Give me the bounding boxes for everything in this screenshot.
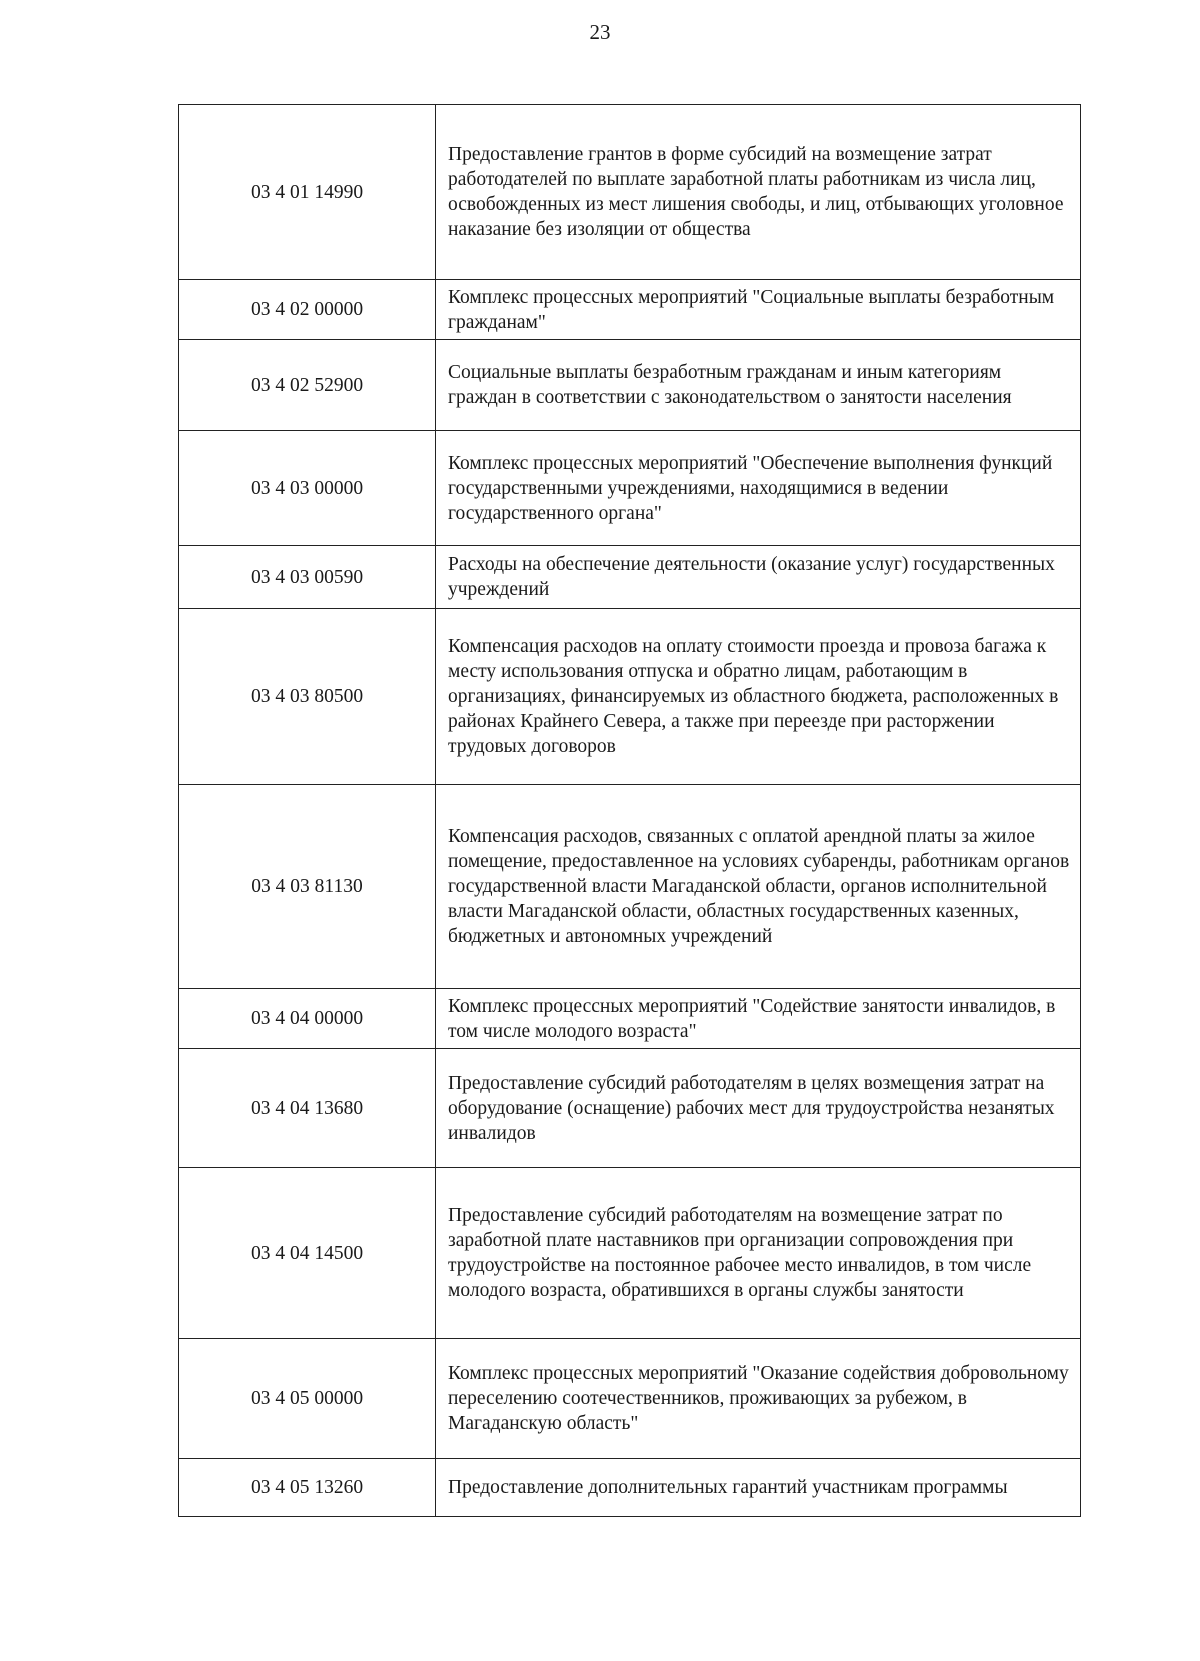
table-row xyxy=(179,1459,1081,1517)
table-row xyxy=(179,785,1081,989)
row-code: 03 4 05 13260 xyxy=(179,1459,436,1517)
row-description: Социальные выплаты безработным гражданам и иным категориям граждан в соответствии с законодательством о занятости населения xyxy=(436,340,1081,431)
row-description: Компенсация расходов, связанных с оплатой арендной платы за жилое помещение, предоставленное на условиях субаренды, работникам органов государственной власти Магаданской области, органов исполнительной власти Магаданской области, областных государственных казенных, бюджетных и автономных учреждений xyxy=(436,785,1081,989)
row-code: 03 4 03 80500 xyxy=(179,609,436,785)
row-description: Предоставление дополнительных гарантий участникам программы xyxy=(436,1459,1081,1517)
table-row xyxy=(179,989,1081,1049)
row-description: Комплекс процессных мероприятий "Оказание содействия добровольному переселению соотечественников, проживающих за рубежом, в Магаданскую область" xyxy=(436,1339,1081,1459)
table-row xyxy=(179,546,1081,609)
row-code: 03 4 03 00000 xyxy=(179,431,436,546)
row-code: 03 4 04 13680 xyxy=(179,1049,436,1168)
row-description: Комплекс процессных мероприятий "Обеспечение выполнения функций государственными учреждениями, находящимися в ведении государственного органа" xyxy=(436,431,1081,546)
table-row xyxy=(179,280,1081,340)
row-code: 03 4 05 00000 xyxy=(179,1339,436,1459)
budget-classification-table xyxy=(178,104,1081,1517)
table-row xyxy=(179,1168,1081,1339)
row-code: 03 4 02 00000 xyxy=(179,280,436,340)
table-row xyxy=(179,609,1081,785)
table-row xyxy=(179,431,1081,546)
table-row xyxy=(179,1049,1081,1168)
row-description: Предоставление субсидий работодателям в целях возмещения затрат на оборудование (оснащение) рабочих мест для трудоустройства незанятых инвалидов xyxy=(436,1049,1081,1168)
row-description: Предоставление грантов в форме субсидий на возмещение затрат работодателей по выплате заработной платы работникам из числа лиц, освобожденных из мест лишения свободы, и лиц, отбывающих уголовное наказание без изоляции от общества xyxy=(436,105,1081,280)
row-description: Предоставление субсидий работодателям на возмещение затрат по заработной плате наставников при организации сопровождения при трудоустройстве на постоянное рабочее место инвалидов, в том числе молодого возраста, обратившихся в органы службы занятости xyxy=(436,1168,1081,1339)
row-code: 03 4 03 81130 xyxy=(179,785,436,989)
row-code: 03 4 03 00590 xyxy=(179,546,436,609)
row-code: 03 4 01 14990 xyxy=(179,105,436,280)
table-row xyxy=(179,1339,1081,1459)
row-code: 03 4 04 14500 xyxy=(179,1168,436,1339)
row-description: Комплекс процессных мероприятий "Содействие занятости инвалидов, в том числе молодого возраста" xyxy=(436,989,1081,1049)
row-code: 03 4 02 52900 xyxy=(179,340,436,431)
row-code: 03 4 04 00000 xyxy=(179,989,436,1049)
row-description: Комплекс процессных мероприятий "Социальные выплаты безработным гражданам" xyxy=(436,280,1081,340)
row-description: Расходы на обеспечение деятельности (оказание услуг) государственных учреждений xyxy=(436,546,1081,609)
row-description: Компенсация расходов на оплату стоимости проезда и провоза багажа к месту использования отпуска и обратно лицам, работающим в организациях, финансируемых из областного бюджета, расположенных в районах Крайнего Севера, а также при переезде при расторжении трудовых договоров xyxy=(436,609,1081,785)
page-number: 23 xyxy=(589,20,611,44)
table-row xyxy=(179,340,1081,431)
table-row xyxy=(179,105,1081,280)
